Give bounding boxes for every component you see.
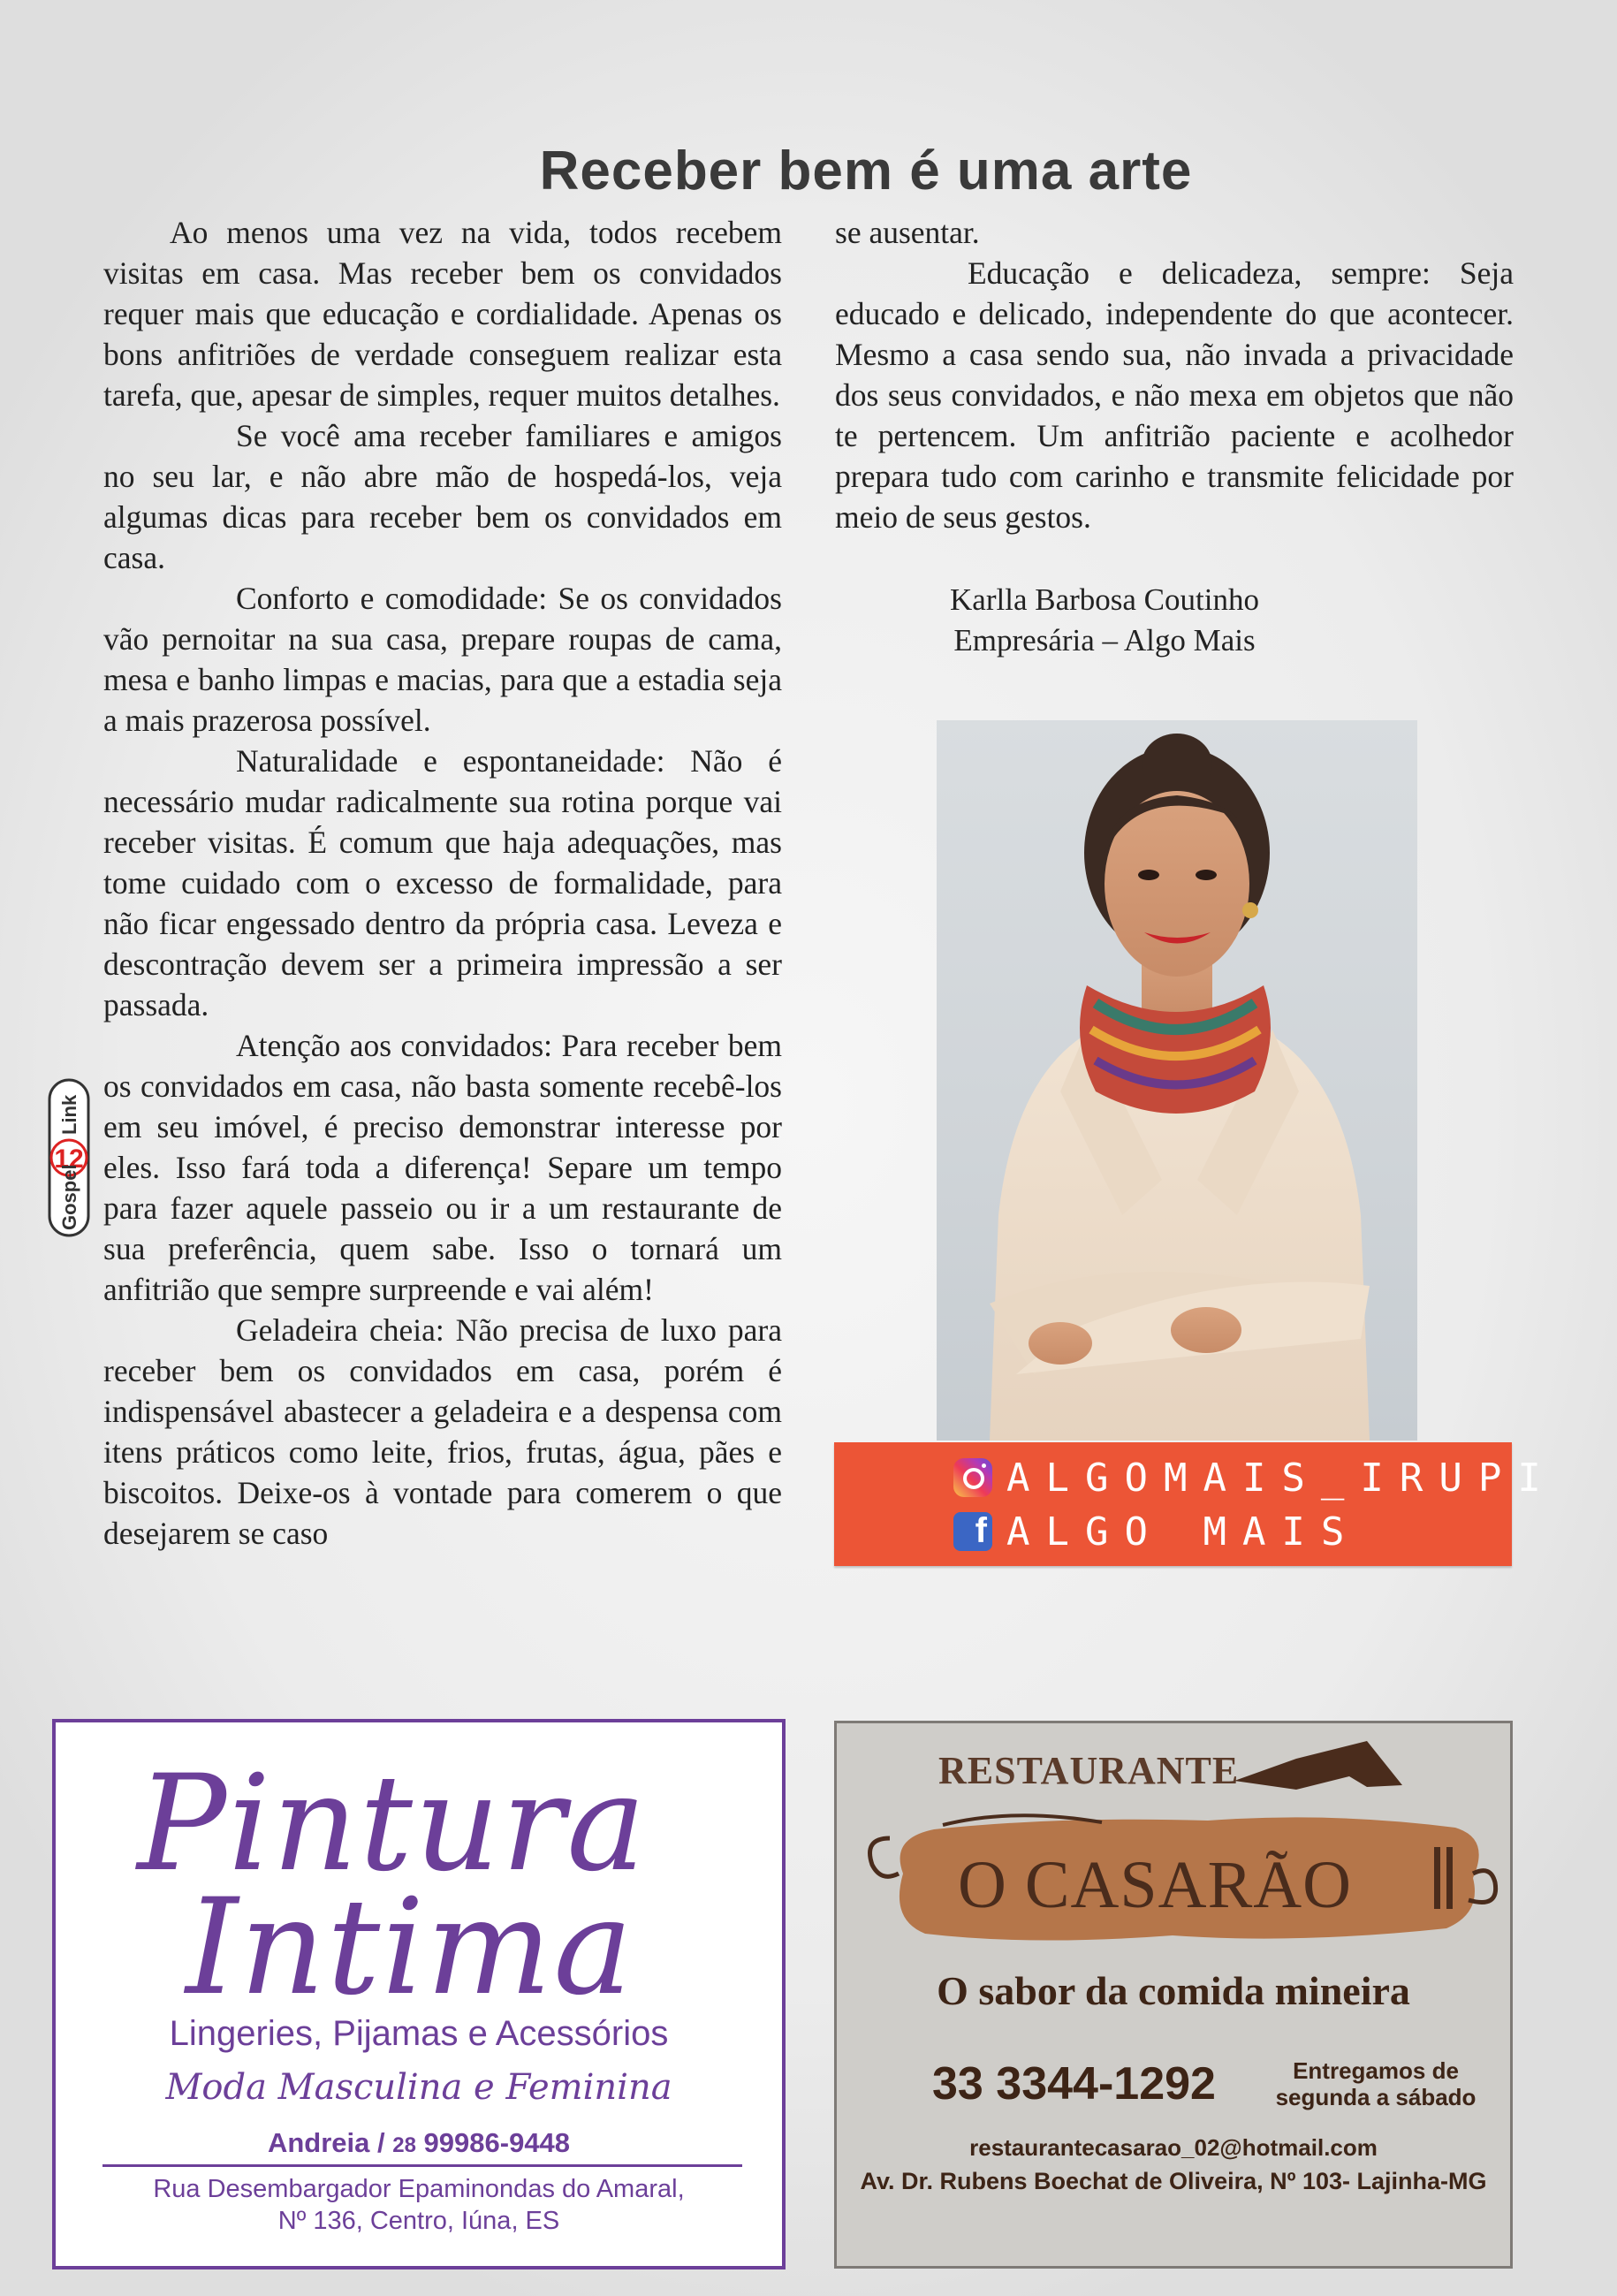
instagram-row[interactable]	[953, 1453, 1557, 1502]
tab-word-gospel: Gospel	[58, 1164, 80, 1230]
ad-subtitle: Lingeries, Pijamas e Acessórios	[169, 2014, 669, 2053]
ad-address-line2: Nº 136, Centro, Iúna, ES	[277, 2207, 560, 2235]
ad-address	[56, 2173, 782, 2237]
article-paragraph: Atenção aos convidados: Para receber bem os convidados em casa, não basta somente recebê-los em seu imóvel, é preciso demonstrar interesse por eles. Isso fará toda a diferença! Separe um tempo para fazer aquele passeio ou ir a um restaurante de sua preferência, quem sabe. Isso o tornará um anfitrião que sempre surpreende e vai além!	[103, 1028, 782, 1307]
ad-restaurant-address: Av. Dr. Rubens Boechat de Oliveira, Nº 103- Lajinha-MG	[860, 2168, 1487, 2194]
instagram-handle: ALGOMAIS_IRUPI	[1006, 1455, 1557, 1501]
ad-tagline: Moda Masculina e Feminina	[165, 2067, 672, 2108]
article-paragraph: Naturalidade e espontaneidade: Não é necessário mudar radicalmente sua rotina porque vai receber visitas. É comum que haja adequações, mas tome cuidado com o excesso de formalidade, para não ficar engessado dentro da própria casa. Leveza e descontração devem ser a primeira impressão a ser passada.	[103, 743, 782, 1023]
article-paragraph: Se você ama receber familiares e amigos no seu lar, e não abre mão de hospedá-los, veja algumas dicas para receber bem os convidados em casa.	[103, 418, 782, 575]
article-continuation: se ausentar.	[835, 215, 980, 250]
facebook-row[interactable]	[953, 1507, 1360, 1556]
ad-restaurant-name: O CASARÃO	[957, 1848, 1353, 1922]
ad-brand-line2: Intima	[186, 1871, 634, 2025]
author-name: Karlla Barbosa Coutinho	[950, 582, 1259, 617]
article-paragraph: Geladeira cheia: Não precisa de luxo para receber bem os convidados em casa, porém é indispensável abastecer a geladeira e a despensa com itens práticos como leite, frios, frutas, água, pães e biscoitos. Deixe-os à vontade para comerem o que desejarem se caso	[103, 1312, 782, 1551]
ad-contact	[56, 2127, 782, 2159]
article-paragraph: Ao menos uma vez na vida, todos recebem visitas em casa. Mas receber bem os convidados requer mais que educação e cordialidade. Apenas os bons anfitriões de verdade conseguem realizar esta tarefa, que, apesar de simples, requer muitos detalhes.	[103, 215, 782, 413]
ad-contact-area: 28	[392, 2133, 416, 2157]
ad-contact-name: Andreia /	[267, 2127, 385, 2158]
article-column-right	[835, 212, 1514, 537]
author-role: Empresária – Algo Mais	[953, 623, 1256, 658]
instagram-icon	[953, 1458, 992, 1497]
ad-divider	[102, 2164, 742, 2167]
article-title: Receber bem é uma arte	[539, 141, 1193, 201]
ad-brand-line1: Pintura	[137, 1747, 648, 1901]
article-paragraph: Educação e delicadeza, sempre: Seja educado e delicado, independente do que acontecer. Mesmo a casa sendo sua, não invada a privacidade dos seus convidados, e não mexa em objetos que não te pertencem. Um anfitrião paciente e acolhedor prepara tudo com carinho e transmite felicidade por meio de seus gestos.	[835, 255, 1514, 535]
ad-restaurant-delivery	[1261, 2057, 1491, 2110]
ad-restaurant-phone: 33 3344-1292	[932, 2058, 1216, 2110]
author-signature	[884, 580, 1325, 661]
facebook-icon: f	[953, 1512, 992, 1551]
page-number: 12	[54, 1144, 84, 1174]
delivery-line1: Entregamos de	[1293, 2057, 1459, 2084]
ad-restaurant-label: RESTAURANTE	[938, 1749, 1240, 1792]
ad-restaurant-slogan: O sabor da comida mineira	[937, 1968, 1410, 2013]
social-media-banner	[834, 1442, 1557, 1566]
magazine-page-tab	[42, 1078, 95, 1237]
ad-restaurante-casarao[interactable]	[834, 1721, 1513, 2269]
tab-word-link: Link	[58, 1094, 80, 1135]
article-paragraph: Conforto e comodidade: Se os convidados vão pernoitar na sua casa, prepare roupas de cama, mesa e banho limpas e macias, para que a estadia seja a mais prazerosa possível.	[103, 581, 782, 738]
ad-contact-phone: 99986-9448	[423, 2127, 571, 2158]
facebook-handle: ALGO MAIS	[1006, 1509, 1361, 1555]
delivery-line2: segunda a sábado	[1275, 2084, 1477, 2110]
ad-restaurant-email: restaurantecasarao_02@hotmail.com	[969, 2134, 1378, 2161]
ad-pintura-intima[interactable]	[52, 1719, 786, 2269]
article-column-left	[103, 212, 782, 1554]
ad-address-line1: Rua Desembargador Epaminondas do Amaral,	[153, 2175, 685, 2203]
roof-icon	[1234, 1741, 1402, 1790]
author-photo	[937, 720, 1417, 1441]
